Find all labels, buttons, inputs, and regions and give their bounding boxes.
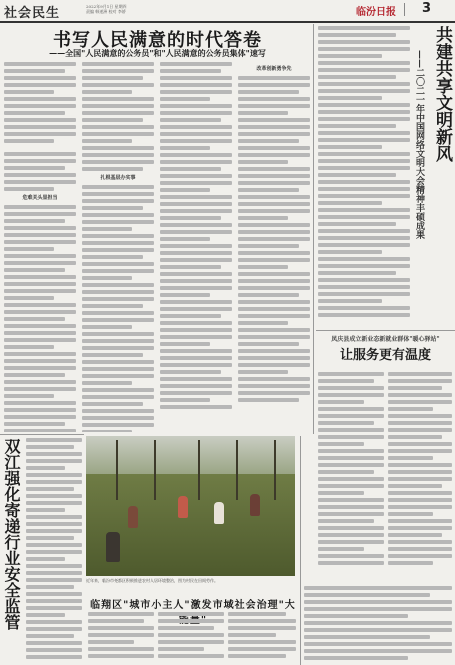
bottom-column-4 <box>304 586 452 664</box>
main-column-3 <box>160 62 232 432</box>
left-headline-text: 双江强化寄递行业安全监管 <box>2 438 21 630</box>
right-subheadline-text: ——二〇二一年中国网络文明大会精神丰硕成果 <box>414 50 424 239</box>
right-lower-heading <box>316 334 455 363</box>
main-column-1 <box>4 62 76 432</box>
header-rule <box>0 21 455 23</box>
right-lower-headline: 让服务更有温度 <box>339 348 431 363</box>
main-headline: 书写人民满意的时代答卷 <box>53 30 262 51</box>
column-divider <box>313 24 314 434</box>
subhead-3: 改革创新勇争先 <box>256 66 292 72</box>
right-section-rule <box>316 330 455 331</box>
left-lower-rule <box>0 434 84 435</box>
section-name: 社会民生 <box>4 6 61 21</box>
masthead <box>0 0 455 22</box>
issue-editors: 责编 韩遂洲 校对 李娇 <box>86 9 126 14</box>
left-vertical-headline <box>2 438 22 630</box>
issue-date: 2022年9月1日 星期四 <box>86 4 127 9</box>
main-subheadline: ——全国"人民满意的公务员"和"人民满意的公务员集体"速写 <box>49 48 266 58</box>
right-headline-text: 共建共享文明新风 <box>432 26 452 162</box>
right-lower-kicker: 凤庆县成立新业态新就业群体"暖心驿站" <box>331 336 440 343</box>
left-lower-column <box>26 438 82 663</box>
right-vertical-subheadline <box>414 50 426 239</box>
bottom-column-3 <box>228 612 296 664</box>
subhead-2: 扎根基层办实事 <box>100 175 136 181</box>
main-column-4 <box>238 62 310 432</box>
photo-caption: 近年来，临汾市尧都区积极推进农村人居环境整治，图为村民在田间劳作。 <box>86 578 218 583</box>
right-lower-column-2 <box>388 372 452 572</box>
column-divider-lower <box>300 436 301 665</box>
right-vertical-headline <box>432 26 452 162</box>
subhead-1: 危难关头显担当 <box>22 195 58 201</box>
header-divider <box>404 3 405 16</box>
main-column-2 <box>82 62 154 432</box>
page-number: 3 <box>422 1 432 16</box>
paper-logo: 临汾日报 <box>356 7 396 18</box>
bottom-column-2 <box>158 612 224 664</box>
news-photo <box>86 436 295 576</box>
bottom-headline: 临翔区"城市小主人"激发市域社会治理"大 <box>90 600 296 611</box>
bottom-column-1 <box>88 612 154 664</box>
right-lower-column-1 <box>318 372 384 572</box>
issue-info <box>86 4 176 14</box>
right-column-1 <box>318 26 410 326</box>
